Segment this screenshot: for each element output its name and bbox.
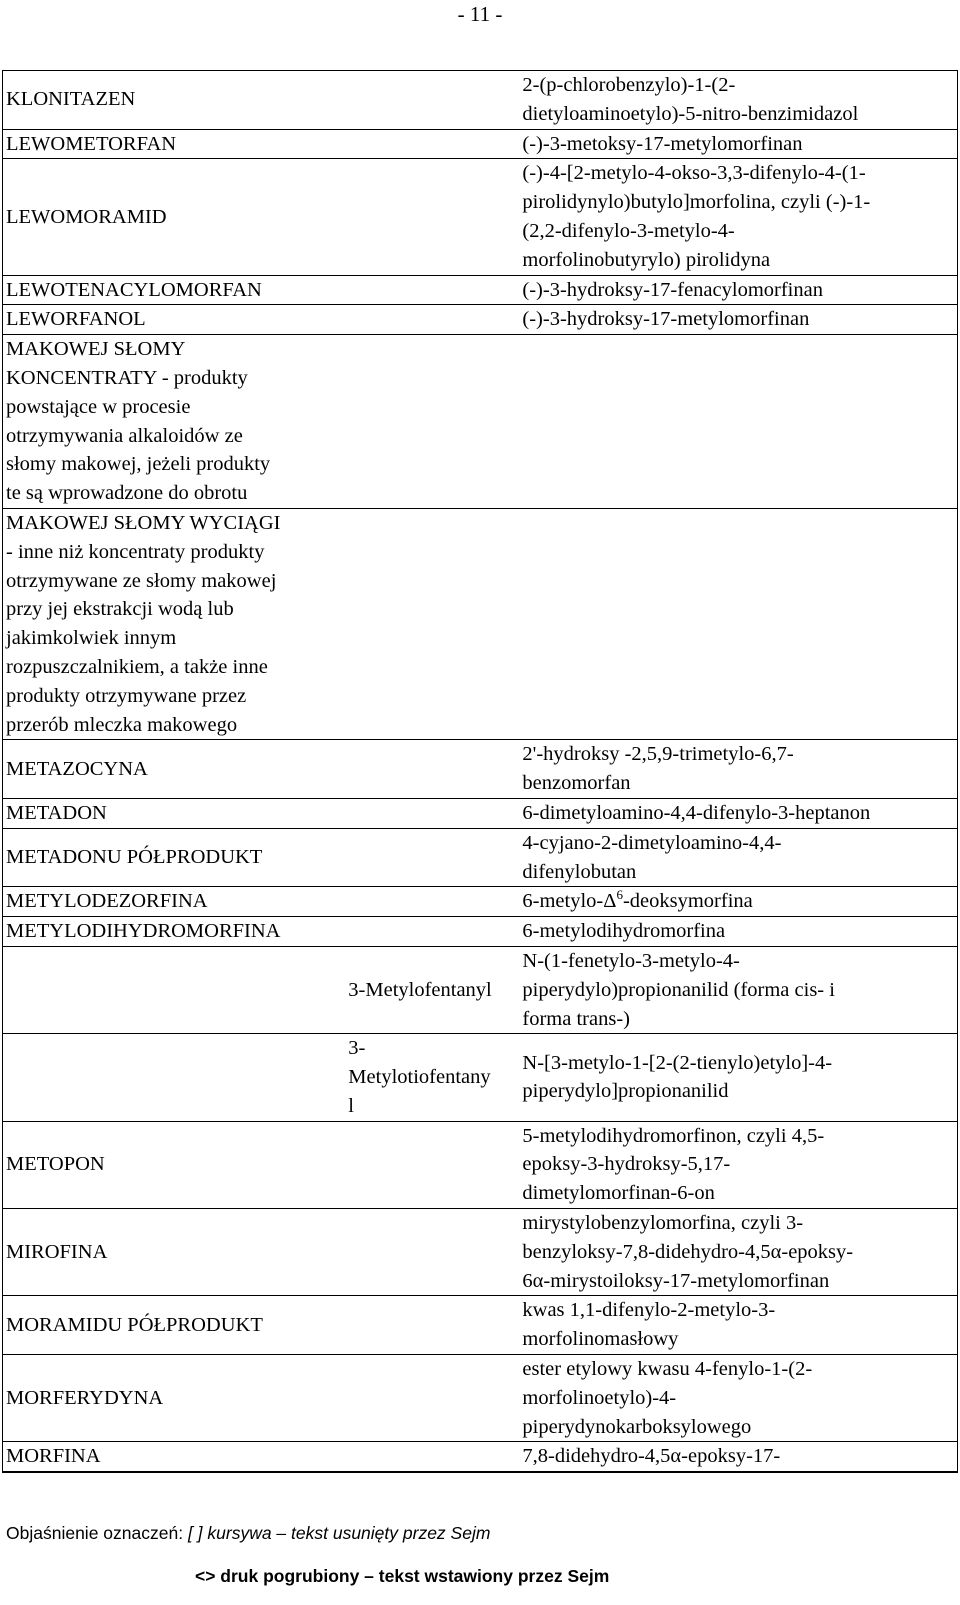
substance-abbr-cell	[347, 828, 518, 887]
table-row	[3, 946, 958, 1033]
substance-name: LEWOTENACYLOMORFAN	[6, 278, 262, 301]
chemical-name-cell	[518, 71, 957, 130]
substance-name-cell	[3, 129, 348, 159]
chemical-name-part: -deoksymorfina	[622, 890, 753, 913]
substance-abbr-cell	[347, 917, 518, 947]
substance-name: METAZOCYNA	[6, 757, 148, 780]
substance-name-cell	[3, 1442, 348, 1472]
substance-name: METADON	[6, 801, 107, 824]
table-row	[3, 1296, 958, 1355]
table-row	[3, 740, 958, 799]
chemical-name-cell	[518, 798, 957, 828]
page-number: - 11 -	[457, 2, 503, 26]
chemical-name: 6-metylodihydromorfina	[522, 920, 726, 943]
table-row	[3, 159, 958, 275]
chemical-name-cell	[518, 1034, 957, 1121]
chemical-name-cell	[518, 1209, 957, 1296]
table-row	[3, 508, 958, 739]
substance-abbr-cell	[347, 275, 518, 305]
legend-added-note: <> druk pogrubiony – tekst wstawiony przez Sejm	[195, 1566, 610, 1586]
substances-table	[2, 70, 958, 1472]
substance-name-cell	[3, 1355, 348, 1442]
substance-name-cell	[3, 508, 348, 739]
substance-name: MORFERYDYNA	[6, 1386, 164, 1409]
substance-abbr-cell	[347, 1355, 518, 1442]
substance-abbr-cell	[347, 1034, 518, 1121]
chemical-name-cell	[518, 1296, 957, 1355]
table-row	[3, 917, 958, 947]
substance-abbr-cell	[347, 740, 518, 799]
substance-name: LEWOMETORFAN	[6, 132, 177, 155]
table-row	[3, 1209, 958, 1296]
substance-name: METYLODIHYDROMORFINA	[6, 920, 281, 943]
chemical-name: mirystylobenzylomorfina, czyli 3- benzyloksy-7,8-didehydro-4,5α-epoksy- 6α-mirystoiloksy-17-metylomorfinan	[522, 1212, 854, 1292]
table-row	[3, 887, 958, 917]
substance-name-cell	[3, 798, 348, 828]
substance-name: MAKOWEJ SŁOMY WYCIĄGI - inne niż koncentraty produkty otrzymywane ze słomy makowej przy jej ekstrakcji wodą lub jakimkolwiek innym rozpuszczalnikiem, a także inne produkty otrzymywane przez przerób mleczka makowego	[6, 511, 281, 736]
table-row	[3, 1121, 958, 1208]
chemical-name: N-[3-metylo-1-[2-(2-tienylo)etylo]-4- piperydylo]propionanilid	[522, 1051, 833, 1103]
table-row	[3, 798, 958, 828]
chemical-name-cell	[518, 1355, 957, 1442]
table-row	[3, 1442, 958, 1472]
substance-name-cell	[3, 946, 348, 1033]
substance-name: MIROFINA	[6, 1240, 108, 1263]
substance-name: LEWORFANOL	[6, 308, 146, 331]
substance-abbr-cell	[347, 1296, 518, 1355]
chemical-name: kwas 1,1-difenylo-2-metylo-3- morfolinomasłowy	[522, 1299, 776, 1351]
chemical-name: 2'-hydroksy -2,5,9-trimetylo-6,7- benzomorfan	[522, 743, 794, 795]
chemical-name-cell	[518, 917, 957, 947]
substance-abbr-cell	[347, 1209, 518, 1296]
substance-abbr-cell	[347, 71, 518, 130]
chemical-name-part: 6-metylo-Δ	[522, 890, 617, 913]
substance-abbr-cell	[347, 946, 518, 1033]
substance-abbr-cell	[347, 887, 518, 917]
substance-abbr-cell	[347, 508, 518, 739]
chemical-name-cell	[518, 740, 957, 799]
substance-abbr-cell	[347, 1442, 518, 1472]
substance-name-cell	[3, 275, 348, 305]
chemical-name: 2-(p-chlorobenzylo)-1-(2- dietyloaminoetylo)-5-nitro-benzimidazol	[522, 74, 859, 125]
substance-name-cell	[3, 1034, 348, 1121]
substance-name-cell	[3, 917, 348, 947]
substance-name: METOPON	[6, 1153, 105, 1176]
footer-rule	[2, 1472, 958, 1473]
substance-name-cell	[3, 335, 348, 509]
chemical-name-cell	[518, 275, 957, 305]
substance-name-cell	[3, 740, 348, 799]
chemical-name: N-(1-fenetylo-3-metylo-4- piperydylo)propionanilid (forma cis- i forma trans-)	[522, 949, 835, 1030]
table-row	[3, 1034, 958, 1121]
chemical-name: (-)-4-[2-metylo-4-okso-3,3-difenylo-4-(1- pirolidynylo)butylo]morfolina, czyli (-)-1- (2,2-difenylo-3-metylo-4- morfolinobutyrylo) pirolidyna	[522, 162, 871, 271]
chemical-name: 6-dimetyloamino-4,4-difenylo-3-heptanon	[522, 801, 871, 824]
substance-name: MORFINA	[6, 1445, 101, 1468]
chemical-name: 5-metylodihydromorfinon, czyli 4,5- epoksy-3-hydroksy-5,17- dimetylomorfinan-6-on	[522, 1124, 825, 1205]
legend-prefix: Objaśnienie oznaczeń:	[6, 1523, 184, 1543]
legend-deleted-note: [ ] kursywa – tekst usunięty przez Sejm	[187, 1523, 491, 1543]
table-row	[3, 71, 958, 130]
substance-name-cell	[3, 159, 348, 275]
chemical-name-cell	[518, 887, 957, 917]
substance-abbr: 3-Metylofentanyl	[348, 978, 492, 1001]
chemical-name-cell	[518, 159, 957, 275]
chemical-name-cell	[518, 129, 957, 159]
chemical-name-cell	[518, 508, 957, 739]
table-row	[3, 828, 958, 887]
chemical-name-cell	[518, 305, 957, 335]
substance-abbr-cell	[347, 335, 518, 509]
substance-name-cell	[3, 1209, 348, 1296]
substance-name: METYLODEZORFINA	[6, 890, 208, 913]
substance-name-cell	[3, 1121, 348, 1208]
chemical-name-superscript: 6	[616, 887, 623, 903]
chemical-name	[522, 887, 957, 916]
chemical-name-cell	[518, 335, 957, 509]
table-row	[3, 305, 958, 335]
substance-abbr-cell	[347, 305, 518, 335]
table-row	[3, 129, 958, 159]
table-row	[3, 335, 958, 509]
substance-name: METADONU PÓŁPRODUKT	[6, 846, 263, 869]
chemical-name: (-)-3-hydroksy-17-fenacylomorfinan	[522, 278, 823, 301]
substance-name-cell	[3, 305, 348, 335]
chemical-name: (-)-3-metoksy-17-metylomorfinan	[522, 132, 803, 155]
chemical-name-cell	[518, 946, 957, 1033]
legend-line	[6, 1523, 490, 1544]
substance-abbr-cell	[347, 159, 518, 275]
substance-name-cell	[3, 887, 348, 917]
chemical-name-cell	[518, 1121, 957, 1208]
chemical-name-cell	[518, 1442, 957, 1472]
table-row	[3, 1355, 958, 1442]
substance-abbr-cell	[347, 798, 518, 828]
substance-name-cell	[3, 828, 348, 887]
substance-abbr-cell	[347, 129, 518, 159]
chemical-name-cell	[518, 828, 957, 887]
table-row	[3, 275, 958, 305]
substance-name: MORAMIDU PÓŁPRODUKT	[6, 1313, 263, 1336]
chemical-name: 7,8-didehydro-4,5α-epoksy-17-	[522, 1445, 781, 1468]
substance-name: MAKOWEJ SŁOMY KONCENTRATY - produkty powstające w procesie otrzymywania alkaloidów ze słomy makowej, jeżeli produkty te są wprowadzone do obrotu	[6, 338, 271, 505]
chemical-name: 4-cyjano-2-dimetyloamino-4,4- difenylobutan	[522, 831, 782, 883]
chemical-name: ester etylowy kwasu 4-fenylo-1-(2- morfolinoetylo)-4- piperydynokarboksylowego	[522, 1358, 813, 1438]
substance-name-cell	[3, 1296, 348, 1355]
substance-abbr-cell	[347, 1121, 518, 1208]
chemical-name: (-)-3-hydroksy-17-metylomorfinan	[522, 308, 810, 331]
substance-name-cell	[3, 71, 348, 130]
substance-abbr: 3- Metylotiofentany l	[348, 1037, 491, 1117]
substance-name: LEWOMORAMID	[6, 205, 167, 228]
substance-name: KLONITAZEN	[6, 88, 136, 111]
